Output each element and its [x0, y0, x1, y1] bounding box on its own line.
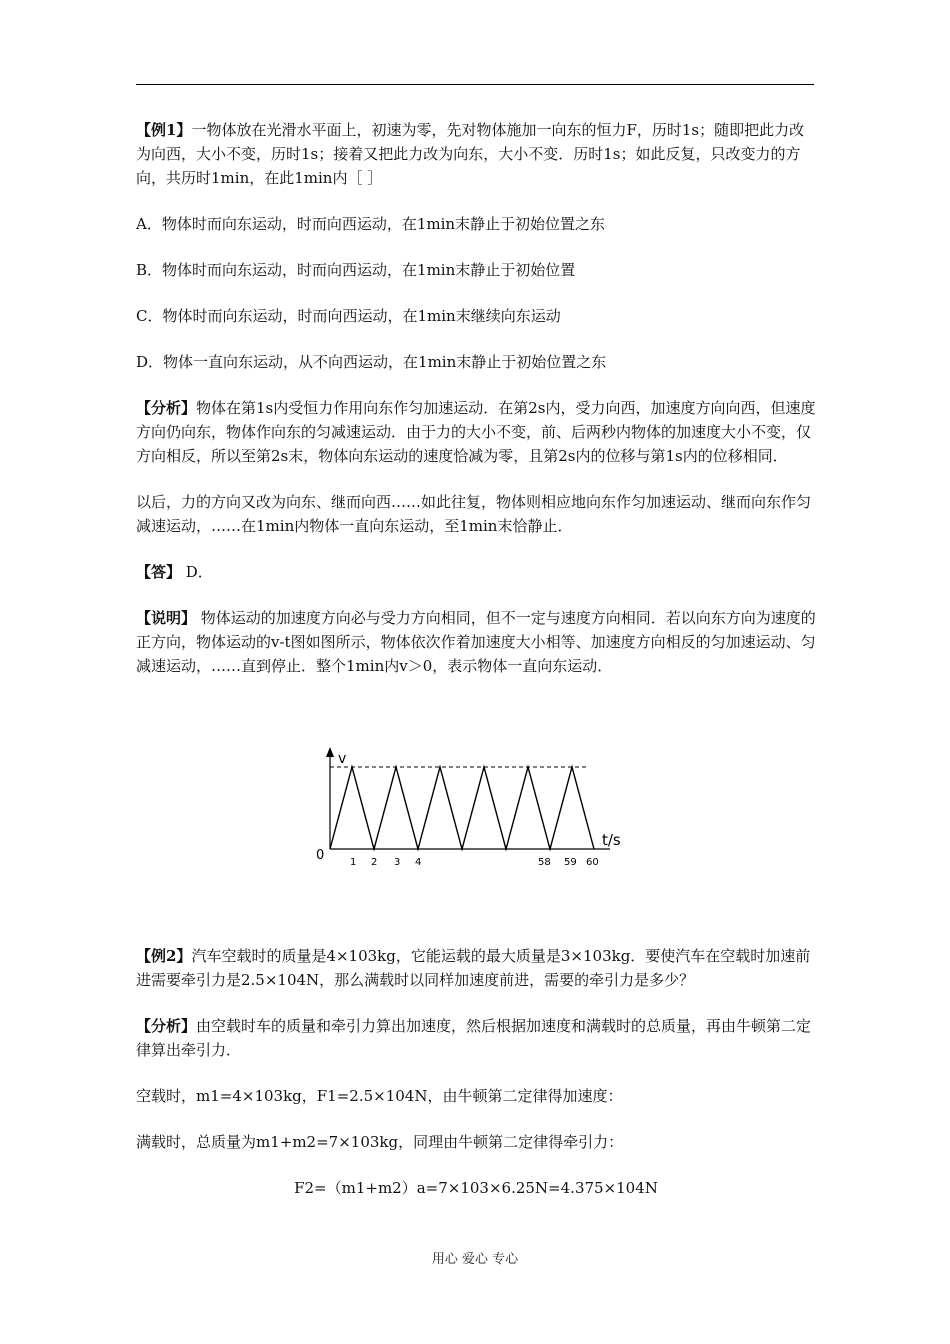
- example-2-label: 【例2】: [136, 947, 192, 965]
- tick-label: 58: [538, 857, 551, 868]
- example-1-answer: [136, 560, 816, 584]
- example-1-question: [136, 118, 816, 190]
- note-label: 【说明】: [136, 609, 197, 627]
- tick-label: 1: [350, 857, 357, 868]
- example-2-body: [136, 944, 816, 1200]
- tick-label: 2: [371, 857, 378, 868]
- answer-text: D．: [181, 563, 213, 581]
- tick-label: 4: [415, 857, 422, 868]
- example-1-note: [136, 606, 816, 678]
- origin-label: 0: [316, 848, 325, 863]
- option-a: A．物体时而向东运动，时而向西运动，在1min末静止于初始位置之东: [136, 215, 606, 233]
- option-b: B．物体时而向东运动，时而向西运动，在1min末静止于初始位置: [136, 261, 576, 279]
- analysis-text: 物体在第1s内受恒力作用向东作匀加速运动．在第2s内，受力向西，加速度方向向西，但速度方向仍向东，物体作向东的匀减速运动．由于力的大小不变，前、后两秒内物体的加速度大小不变，仅方向相反，所以至第2s末，物体向东运动的速度恰减为零，且第2s内的位移与第1s内的位移相同．: [136, 399, 816, 465]
- analysis-2-label: 【分析】: [136, 1017, 197, 1035]
- document-body: [136, 118, 816, 678]
- tick-label: 59: [564, 857, 577, 868]
- tick-label: 3: [394, 857, 401, 868]
- velocity-line: [330, 767, 594, 849]
- option-d: D．物体一直向东运动，从不向西运动，在1min末静止于初始位置之东: [136, 353, 607, 371]
- analysis-2-text: 由空载时车的质量和牵引力算出加速度，然后根据加速度和满载时的总质量，再由牛顿第二定律算出牵引力．: [136, 1017, 812, 1059]
- y-axis-label: v: [338, 751, 347, 767]
- option-c: C．物体时而向东运动，时而向西运动，在1min末继续向东运动: [136, 307, 561, 325]
- traction-formula: F2=（m1+m2）a=7×103×6.25N=4.375×104N: [294, 1179, 658, 1197]
- vt-graph-svg: [310, 745, 640, 875]
- example-1-analysis-continued: 以后，力的方向又改为向东、继而向西……如此往复，物体则相应地向东作匀加速运动、继而向东作匀减速运动，……在1min内物体一直向东运动，至1min末恰静止．: [136, 493, 812, 535]
- example-2-analysis: [136, 1014, 816, 1062]
- page-footer: 用心 爱心 专心: [431, 1252, 519, 1267]
- tick-label: 60: [586, 857, 599, 868]
- note-text: 物体运动的加速度方向必与受力方向相同，但不一定与速度方向相同．若以向东方向为速度的正方向，物体运动的v-t图如图所示，物体依次作着加速度大小相等、加速度方向相反的匀加速运动、匀减速运动，……直到停止．整个1min内v＞0，表示物体一直向东运动．: [136, 609, 816, 675]
- empty-load-line: 空载时，m1=4×103kg，F1=2.5×104N，由牛顿第二定律得加速度：: [136, 1087, 623, 1105]
- answer-label: 【答】: [136, 563, 182, 581]
- example-1-label: 【例1】: [136, 121, 192, 139]
- x-axis-label: t/s: [602, 831, 621, 849]
- y-axis-arrow: [326, 747, 334, 757]
- example-2-text: 汽车空载时的质量是4×103kg，它能运载的最大质量是3×103kg．要使汽车在空载时加速前进需要牵引力是2.5×104N，那么满载时以同样加速度前进，需要的牵引力是多少？: [136, 947, 811, 989]
- vt-graph: [310, 745, 640, 875]
- example-2-question: [136, 944, 816, 992]
- analysis-label: 【分析】: [136, 399, 197, 417]
- example-1-analysis: [136, 396, 816, 468]
- example-1-text: 一物体放在光滑水平面上，初速为零，先对物体施加一向东的恒力F，历时1s；随即把此力改为向西，大小不变，历时1s；接着又把此力改为向东，大小不变．历时1s；如此反复，只改变力的方向，共历时1min，在此1min内［ ］: [136, 121, 805, 187]
- header-rule: [136, 84, 814, 85]
- full-load-line: 满载时，总质量为m1+m2=7×103kg，同理由牛顿第二定律得牵引力：: [136, 1133, 624, 1151]
